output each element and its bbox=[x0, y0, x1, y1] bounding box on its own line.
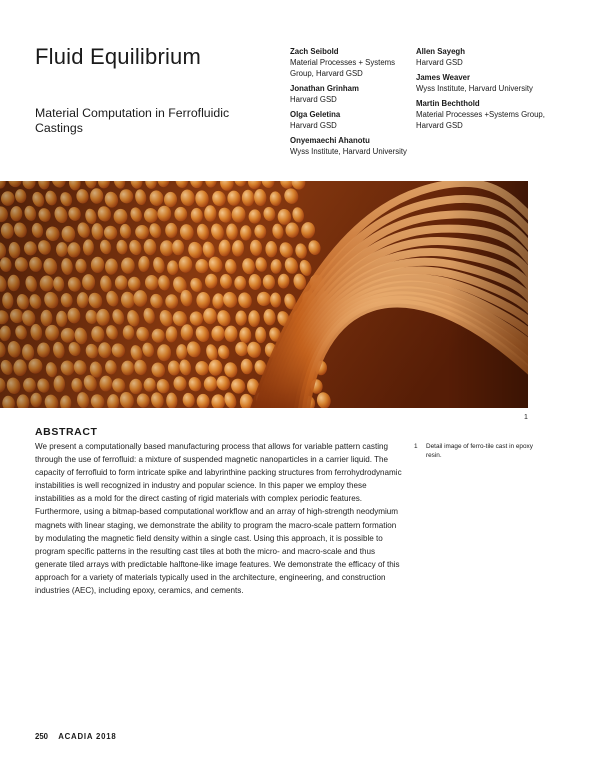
author-name: Allen Sayegh bbox=[416, 47, 465, 56]
author-affiliation: Harvard GSD bbox=[416, 58, 463, 67]
author-block bbox=[416, 72, 546, 94]
author-block bbox=[290, 83, 410, 105]
conference-name: ACADIA 2018 bbox=[58, 732, 117, 741]
page-number: 250 bbox=[35, 732, 49, 741]
page-footer bbox=[35, 732, 117, 741]
caption-text: Detail image of ferro-tile cast in epoxy resin. bbox=[426, 443, 533, 459]
paper-title: Fluid Equilibrium bbox=[35, 44, 202, 69]
author-name: Martin Bechthold bbox=[416, 99, 480, 108]
author-affiliation: Material Processes + Systems Group, Harvard GSD bbox=[290, 58, 396, 78]
author-name: James Weaver bbox=[416, 73, 471, 82]
author-name: Zach Seibold bbox=[290, 47, 339, 56]
figure-number: 1 bbox=[524, 414, 528, 421]
author-affiliation: Material Processes +Systems Group, Harvard GSD bbox=[416, 110, 545, 130]
abstract-heading: ABSTRACT bbox=[35, 426, 98, 438]
author-name: Onyemaechi Ahanotu bbox=[290, 136, 370, 145]
caption-number: 1 bbox=[414, 443, 418, 450]
author-list-right bbox=[416, 46, 546, 135]
author-name: Olga Geletina bbox=[290, 110, 341, 119]
author-affiliation: Wyss Institute, Harvard University bbox=[290, 147, 407, 156]
author-block bbox=[416, 98, 546, 131]
author-affiliation: Harvard GSD bbox=[290, 95, 337, 104]
abstract-text: We present a computationally based manufacturing process that allows for variable pattern casting through the use of ferrofluid: a mixture of suspended magnetic nanoparticles in a carrier liquid. The capacity of ferrofluid to form intricate spike and labyrinthine packing structures from ferrohydrodynamic instabilities is well recognized in industry and popular science. In this paper we employ these instabilities as a mold for the direct casting of rigid materials with complex periodic features. Furthermore, using a bitmap-based computational workflow and an array of high-strength neodymium magnets with linear staging, we demonstrate the ability to program the macro-scale pattern formation by modulating the magnetic field density within a single cast. Using this approach, it is possible to program specific patterns in the resulting cast tiles at both the micro- and macro-scale and thus generate tiled arrays with predictable halftone-like image features. We demonstrate the efficacy of this approach for a variety of materials typically used in the architecture, engineering, and construction industries (AEC), including epoxy, ceramics, and cements. bbox=[35, 442, 402, 596]
author-block bbox=[290, 109, 410, 131]
author-name: Jonathan Grinham bbox=[290, 84, 359, 93]
ferrofluid-cast-image bbox=[0, 181, 528, 408]
author-block bbox=[290, 46, 410, 79]
author-block bbox=[290, 135, 410, 157]
author-affiliation: Wyss Institute, Harvard University bbox=[416, 84, 533, 93]
author-list-left bbox=[290, 46, 410, 161]
author-affiliation: Harvard GSD bbox=[290, 121, 337, 130]
paper-subtitle: Material Computation in Ferrofluidic Castings bbox=[35, 106, 230, 135]
author-block bbox=[416, 46, 546, 68]
